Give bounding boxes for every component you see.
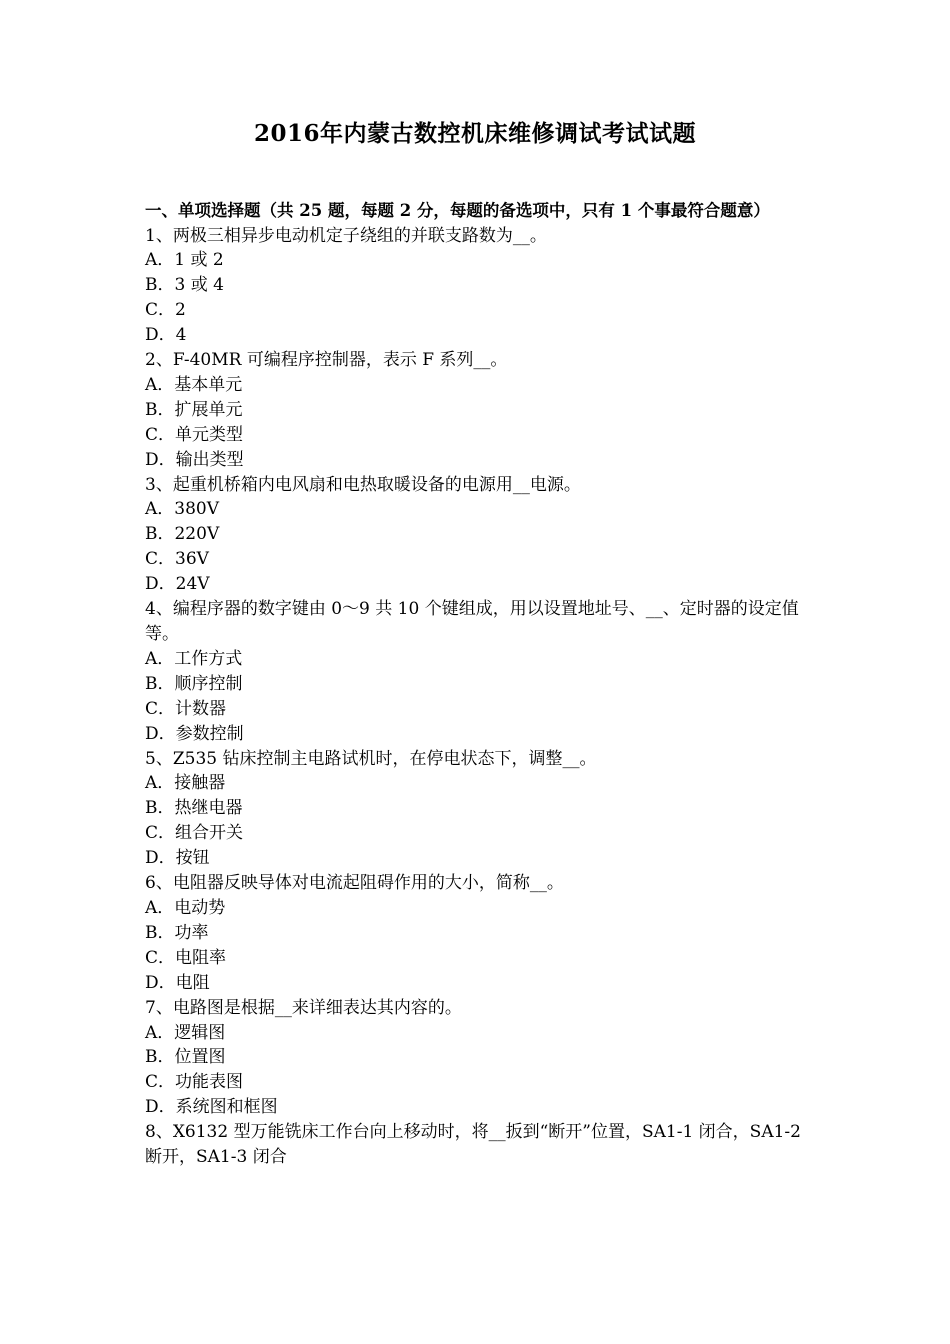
option-b: B．扩展单元 [145,399,243,420]
question-7 [145,996,810,1121]
option-c: C．功能表图 [145,1072,244,1093]
question-4 [145,597,810,746]
question-stem: 3、起重机桥箱内电风扇和电热取暖设备的电源用__电源。 [145,474,581,495]
document-title: 2016年内蒙古数控机床维修调试考试试题 [253,120,696,147]
option-a: A．电动势 [145,897,226,918]
option-a: A．工作方式 [145,648,243,669]
section-heading: 一、单项选择题（共 25 题，每题 2 分，每题的备选项中，只有 1 个事最符合题意） [145,201,770,220]
question-6 [145,871,810,996]
option-c: C．单元类型 [145,424,244,445]
option-b: B．功率 [145,922,209,943]
question-stem: 2、F-40MR 可编程序控制器，表示 F 系列__。 [145,350,508,371]
question-5 [145,747,810,872]
option-d: D．4 [145,325,187,346]
question-2 [145,348,810,473]
option-a: A．基本单元 [145,374,243,395]
option-d: D．系统图和框图 [145,1097,278,1118]
question-3 [145,473,810,598]
option-b: B．顺序控制 [145,673,243,694]
question-stem: 8、X6132 型万能铣床工作台向上移动时，将__扳到“断开”位置，SA1-1 闭合，SA1-2 断开，SA1-3 闭合 [145,1122,801,1168]
question-1 [145,224,810,349]
option-b: B．热继电器 [145,798,243,819]
option-c: C．36V [145,549,209,570]
option-d: D．按钮 [145,848,210,869]
document-body [145,199,810,1170]
option-c: C．计数器 [145,698,227,719]
question-stem: 7、电路图是根据__来详细表达其内容的。 [145,997,462,1018]
question-stem: 6、电阻器反映导体对电流起阻碍作用的大小，简称__。 [145,873,564,894]
option-a: A．1 或 2 [145,250,224,271]
option-d: D．输出类型 [145,449,244,470]
option-c: C．电阻率 [145,947,227,968]
option-a: A．逻辑图 [145,1022,226,1043]
option-b: B．3 或 4 [145,275,224,296]
option-d: D．24V [145,574,210,595]
option-d: D．电阻 [145,972,210,993]
question-stem: 4、编程序器的数字键由 0～9 共 10 个键组成，用以设置地址号、__、定时器的设定值等。 [145,599,799,644]
question-stem: 1、两极三相异步电动机定子绕组的并联支路数为__。 [145,225,547,246]
option-d: D．参数控制 [145,723,244,744]
question-stem: 5、Z535 钻床控制主电路试机时，在停电状态下，调整__。 [145,748,597,769]
option-c: C．2 [145,300,186,321]
option-b: B．位置图 [145,1047,226,1068]
option-a: A．接触器 [145,773,226,794]
question-8 [145,1120,810,1170]
option-b: B．220V [145,524,220,545]
option-c: C．组合开关 [145,823,244,844]
option-a: A．380V [145,499,220,520]
